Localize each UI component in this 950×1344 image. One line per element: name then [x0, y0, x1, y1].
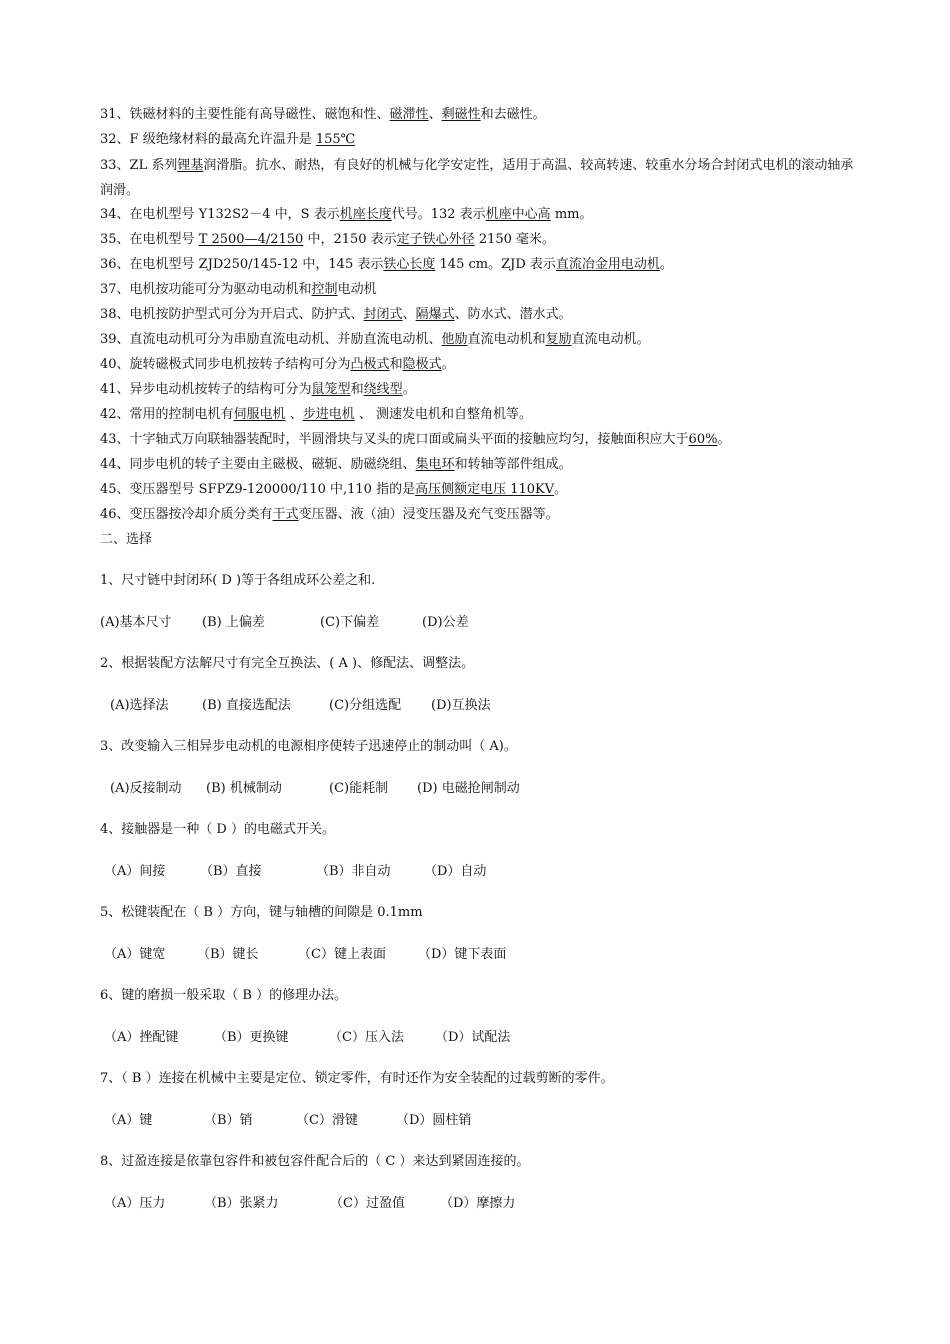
question-2: 2、根据装配方法解尺寸有完全互换法、( A )、修配法、调整法。	[100, 656, 475, 671]
question-3: 3、改变输入三相异步电动机的电源相序使转子迅速停止的制动叫（ A)。	[100, 739, 517, 754]
item-32: 32、F 级绝缘材料的最高允许温升是 155℃	[100, 132, 356, 147]
options-4: （A）间接 （B）直接 （B）非自动 （D）自动	[104, 864, 487, 879]
question-1: 1、尺寸链中封闭环( D )等于各组成环公差之和.	[100, 573, 376, 588]
item-41: 41、异步电动机按转子的结构可分为鼠笼型和绕线型。	[100, 382, 416, 397]
question-6: 6、键的磨损一般采取（ B ）的修理办法。	[100, 988, 348, 1003]
question-7: 7、（ B ）连接在机械中主要是定位、锁定零件，有时还作为安全装配的过载剪断的零件。	[100, 1071, 614, 1086]
item-37: 37、电机按功能可分为驱动电动机和控制电动机	[100, 282, 377, 297]
item-40: 40、旋转磁极式同步电机按转子结构可分为凸极式和隐极式。	[100, 357, 455, 372]
item-46: 46、变压器按冷却介质分类有干式变压器、液（油）浸变压器及充气变压器等。	[100, 507, 559, 522]
item-33: 33、ZL 系列锂基润滑脂。抗水、耐热，有良好的机械与化学安定性，适用于高温、较高转速、较重水分场合封闭式电机的滚动轴承润滑。	[100, 158, 854, 198]
question-4: 4、接触器是一种（ D ）的电磁式开关。	[100, 822, 335, 837]
question-5: 5、松键装配在（ B ）方向，键与轴槽的间隙是 0.1mm	[100, 905, 423, 920]
item-44: 44、同步电机的转子主要由主磁极、磁轭、励磁绕组、集电环和转轴等部件组成。	[100, 457, 572, 472]
item-34: 34、在电机型号 Y132S2－4 中，S 表示机座长度代号。132 表示机座中心高 mm。	[100, 207, 593, 222]
item-31: 31、铁磁材料的主要性能有高导磁性、磁饱和性、磁滞性、剩磁性和去磁性。	[100, 107, 546, 122]
item-43: 43、十字轴式万向联轴器装配时，半圆滑块与叉头的虎口面或扁头平面的接触应均匀，接触面积应大于60%。	[100, 432, 731, 447]
section-heading: 二、选择	[100, 532, 153, 547]
options-8: （A）压力 （B）张紧力 （C）过盈值 （D）摩擦力	[104, 1196, 516, 1211]
options-2: (A)选择法 (B) 直接选配法 (C)分组选配 (D)互换法	[110, 698, 491, 713]
item-35: 35、在电机型号 T 2500—4/2150 中，2150 表示定子铁心外径 2150 毫米。	[100, 232, 556, 247]
item-42: 42、常用的控制电机有伺服电机 、步进电机 、 测速发电机和自整角机等。	[100, 407, 532, 422]
options-1: (A)基本尺寸 (B) 上偏差 (C)下偏差 (D)公差	[100, 615, 469, 630]
item-39: 39、直流电动机可分为串励直流电动机、并励直流电动机、他励直流电动机和复励直流电动机。	[100, 332, 650, 347]
item-36: 36、在电机型号 ZJD250/145-12 中，145 表示铁心长度 145 cm。ZJD 表示直流冶金用电动机。	[100, 257, 673, 272]
item-38: 38、电机按防护型式可分为开启式、防护式、封闭式、隔爆式、防水式、潜水式。	[100, 307, 572, 322]
options-6: （A）挫配键 （B）更换键 （C）压入法 （D）试配法	[104, 1030, 511, 1045]
question-8: 8、过盈连接是依靠包容件和被包容件配合后的（ C ）来达到紧固连接的。	[100, 1154, 530, 1169]
options-5: （A）键宽 （B）键长 （C）键上表面 （D）键下表面	[104, 947, 507, 962]
item-45: 45、变压器型号 SFPZ9-120000/110 中,110 指的是高压侧额定电压 110KV。	[100, 482, 568, 497]
options-3: (A)反接制动 (B) 机械制动 (C)能耗制 (D) 电磁抢闸制动	[110, 781, 520, 796]
options-7: （A）键 （B）销 （C）滑键 （D）圆柱销	[104, 1113, 472, 1128]
